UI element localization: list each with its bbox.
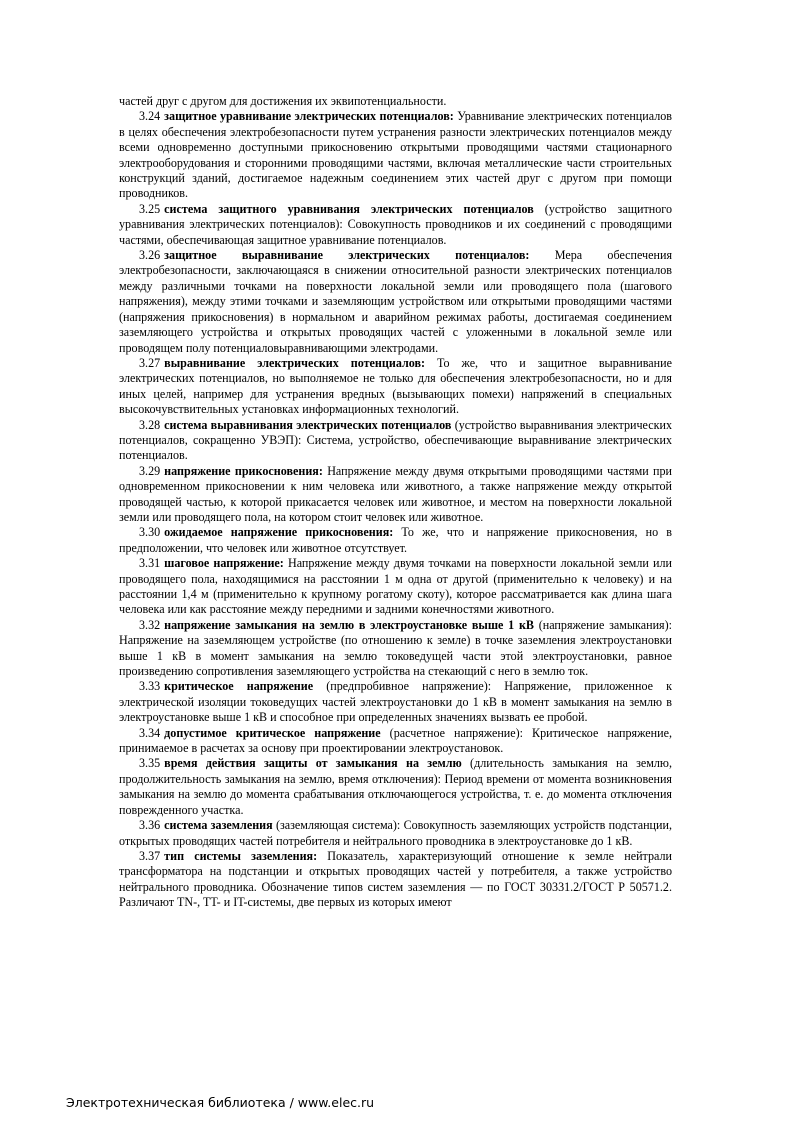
term: ожидаемое напряжение прикосновения: [164, 525, 394, 540]
term: допустимое критическое напряжение [164, 725, 381, 740]
paragraph-3-28 [119, 418, 672, 464]
definition: (напряжение замыкания): Напряжение на заземляющем устройстве (по отношению к земле) в точке заземления электроустановки выше 1 кВ в момент замыкания на землю токоведущей части этой электроустановки, равное произведению сопротивления заземляющего устройства на стекающий с него в землю ток. [119, 617, 672, 679]
term: время действия защиты от замыкания на землю [164, 756, 462, 771]
paragraph-3-33 [119, 679, 672, 725]
paragraph-3-32 [119, 618, 672, 680]
definition: (длительность замыкания на землю, продолжительность замыкания на землю, время отключения): Период времени от момента возникновения замыкания на землю до момента срабатывания отключающегося устройства, т. е. до момента отключения поврежденного участка. [119, 756, 672, 817]
paragraph-3-30 [119, 525, 672, 556]
term: система выравнивания электрических потенциалов [164, 417, 452, 432]
definition: (заземляющая система): Совокупность заземляющих устройств подстанции, открытых проводящих частей потребителя и нейтрального проводника в электроустановке до 1 кВ. [119, 818, 673, 848]
clause-number: 3.37 [139, 848, 161, 863]
paragraph-3-27 [119, 356, 672, 418]
document-body [119, 94, 672, 911]
term: шаговое напряжение: [164, 556, 284, 571]
footer-library-link: Электротехническая библиотека / www.elec.ru [66, 1095, 375, 1110]
clause-number: 3.25 [139, 201, 161, 216]
definition: То же, что и защитное выравнивание электрических потенциалов, но выполняемое не только для обеспечения электробезопасности, но и для иных целей, например для устранения вредных (вызывающих помехи) напряжений в специальных высокочувствительных установках информационных технологий. [119, 355, 672, 417]
term: напряжение прикосновения: [164, 463, 323, 478]
definition: (расчетное напряжение): Критическое напряжение, принимаемое в расчетах за основу при проектировании электроустановок. [119, 725, 673, 756]
term: тип системы заземления: [164, 848, 318, 863]
paragraph-3-35 [119, 756, 672, 818]
clause-number: 3.36 [139, 818, 161, 833]
paragraph-3-26 [119, 248, 672, 356]
paragraph-continuation [119, 94, 672, 109]
paragraph-3-25 [119, 202, 672, 248]
definition: (устройство выравнивания электрических потенциалов, сокращенно УВЭП): Система, устройство, обеспечивающие выравнивание электрических потенциалов. [119, 417, 672, 463]
definition: (предпробивное напряжение): Напряжение, приложенное к электрической изоляции токоведущих частей электроустановки до 1 кВ в момент замыкания на землю в электроустановке выше 1 кВ и способное при определенных значениях вызвать ее пробой. [119, 679, 672, 725]
term: система защитного уравнивания электрических потенциалов [164, 201, 534, 216]
clause-number: 3.24 [139, 109, 161, 124]
paragraph-3-36 [119, 818, 672, 849]
term: защитное уравнивание электрических потенциалов: [164, 109, 454, 124]
clause-number: 3.31 [139, 556, 161, 571]
clause-number: 3.26 [139, 248, 161, 263]
paragraph-3-29 [119, 464, 672, 526]
clause-number: 3.35 [139, 756, 161, 771]
definition: Уравнивание электрических потенциалов в целях обеспечения электробезопасности путем устранения разности электрических потенциалов между всеми одновременно доступными прикосновению открытыми проводящими частями стационарного электрооборудования и сторонними проводящими частями, включая металлические части строительных конструкций зданий, достигаемое надежным соединением этих частей друг с другом при помощи проводников. [119, 109, 673, 201]
paragraph-3-37 [119, 849, 672, 911]
definition: Показатель, характеризующий отношение к земле нейтрали трансформатора на подстанции и открытых проводящих частей у потребителя, а также устройство нейтрального проводника. Обозначение типов систем заземления — по ГОСТ 30331.2/ГОСТ Р 50571.2. Различают TN-, TT- и IT-системы, две первых из которых имеют [119, 848, 672, 910]
clause-number: 3.33 [139, 679, 161, 694]
clause-number: 3.27 [139, 355, 161, 370]
paragraph-3-34 [119, 726, 672, 757]
clause-number: 3.30 [139, 525, 161, 540]
clause-number: 3.29 [139, 463, 161, 478]
clause-number: 3.34 [139, 725, 161, 740]
paragraph-3-24 [119, 109, 672, 201]
paragraph-text: частей друг с другом для достижения их эквипотенциальности. [119, 94, 447, 108]
definition: (устройство защитного уравнивания электрических потенциалов): Совокупность проводников и их соединений с проводящими частями, обеспечивающая защитное уравнивание потенциалов. [119, 201, 672, 247]
definition: То же, что и напряжение прикосновения, но в предположении, что человек или животное отсутствует. [119, 525, 673, 555]
term: защитное выравнивание электрических потенциалов: [164, 248, 530, 263]
term: критическое напряжение [164, 679, 314, 694]
definition: Напряжение между двумя точками на поверхности локальной земли или проводящего пола, находящимися на расстоянии 1 м одна от другой (применительно к человеку) и на расстоянии 1,4 м (применительно к крупному рогатому скоту), которое рассматривается как длина шага человека или как расстояние между передними и задними конечностями животного. [119, 556, 672, 617]
term: напряжение замыкания на землю в электроустановке выше 1 кВ [164, 617, 534, 632]
term: выравнивание электрических потенциалов: [164, 355, 426, 370]
clause-number: 3.32 [139, 617, 161, 632]
definition: Мера обеспечения электробезопасности, заключающаяся в снижении относительной разности электрических потенциалов между различными точками на поверхности локальной земли или проводящего пола (шагового напряжения), между этими точками и заземляющим устройством или открытыми проводящими частями (напряжения прикосновения) в нормальном и аварийном режимах работы, достигаемая соединением заземляющего устройства и открытых проводящих частей с уложенными в локальной земле или проводящем полу потенциаловыравнивающими электродами. [119, 248, 673, 355]
term: система заземления [164, 818, 273, 833]
definition: Напряжение между двумя открытыми проводящими частями при одновременном прикосновении к ним человека или животного, а также напряжение между открытой проводящей частью, к которой прикасается человек или животное, и местом на поверхности локальной земли или проводящего пола, на котором стоит человек или животное. [119, 463, 673, 524]
clause-number: 3.28 [139, 417, 161, 432]
paragraph-3-31 [119, 556, 672, 618]
